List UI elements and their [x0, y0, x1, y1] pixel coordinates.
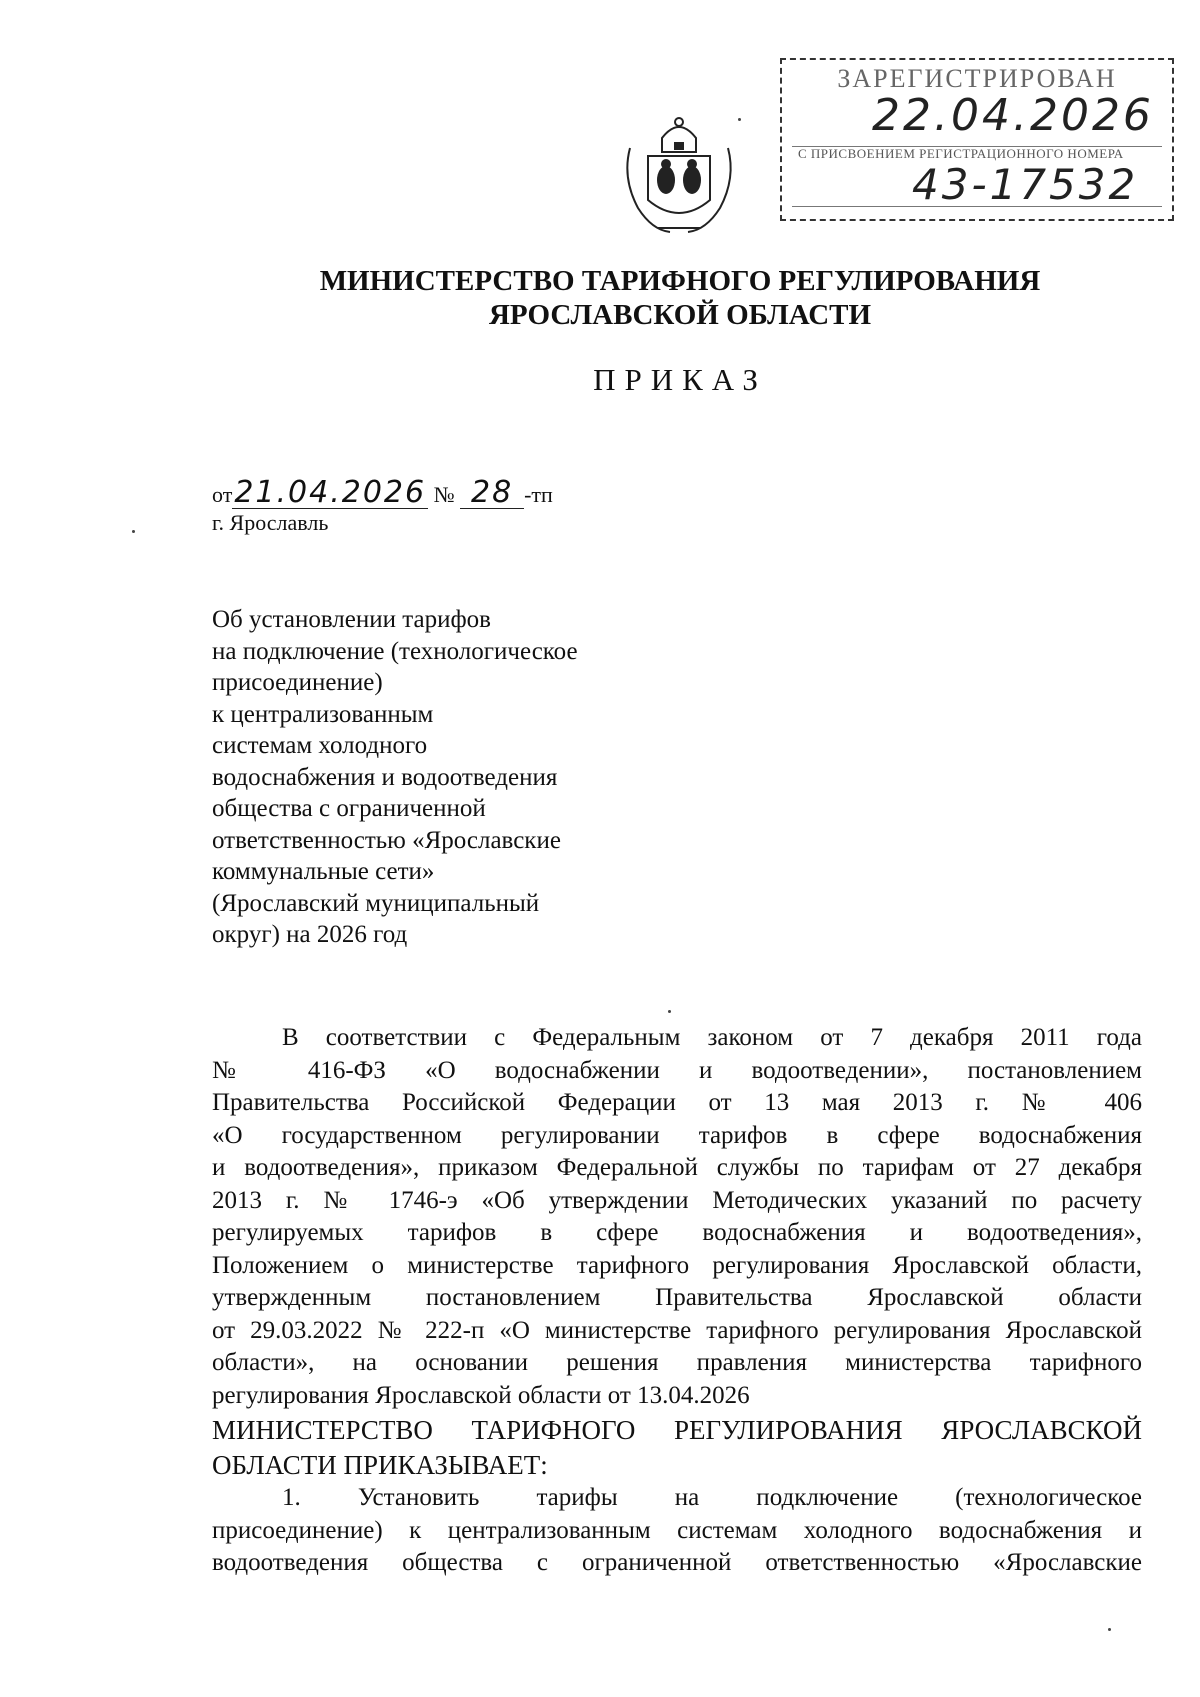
subject-line: общества с ограниченной: [212, 795, 486, 822]
subject-line: присоединение): [212, 669, 383, 696]
subject-line: округ) на 2026 год: [212, 921, 408, 948]
text-line: 1. Установить тарифы на подключение (технологическое: [282, 1484, 1142, 1511]
text-line: области», на основании решения правления министерства тарифного: [212, 1349, 1142, 1376]
stamp-registration-number: 43-17532: [912, 160, 1139, 209]
order-clause-line-2: ОБЛАСТИ ПРИКАЗЫВАЕТ:: [212, 1450, 548, 1480]
order-number: 28: [460, 478, 524, 509]
subject-line: Об установлении тарифов: [212, 606, 491, 633]
stamp-date: 22.04.2026: [872, 90, 1154, 141]
order-date: 21.04.2026: [234, 475, 427, 510]
item-1-paragraph: [212, 1482, 1142, 1580]
stamp-caption: С ПРИСВОЕНИЕМ РЕГИСТРАЦИОННОГО НОМЕРА: [798, 146, 1124, 161]
subject-line: системам холодного: [212, 732, 428, 759]
text-line: регулирования Ярославской области от 13.04.2026: [212, 1381, 750, 1409]
subject-line: к централизованным: [212, 700, 434, 728]
text-line: Правительства Российской Федерации от 13 мая 2013 г. № 406: [212, 1089, 1142, 1116]
order-date-line: [212, 475, 553, 510]
text-line: № 416-ФЗ «О водоснабжении и водоотведении», постановлением: [212, 1056, 1142, 1084]
city: г. Ярославль: [212, 510, 329, 535]
stamp-registered-text: ЗАРЕГИСТРИРОВАН: [837, 64, 1117, 93]
coat-of-arms-emblem: [618, 108, 740, 240]
number-suffix: -тп: [524, 482, 553, 507]
text-line: утвержденным постановлением Правительства Ярославской области: [212, 1284, 1142, 1311]
order-clause-line-1: МИНИСТЕРСТВО ТАРИФНОГО РЕГУЛИРОВАНИЯ ЯРОСЛАВСКОЙ: [212, 1415, 1142, 1445]
subject-line: на подключение (технологическое: [212, 637, 578, 665]
scan-speck: [132, 530, 135, 533]
text-line: от 29.03.2022 № 222-п «О министерстве тарифного регулирования Ярославской: [212, 1316, 1142, 1344]
text-line: и водоотведения», приказом Федеральной службы по тарифам от 27 декабря: [212, 1154, 1142, 1181]
scan-speck: [1108, 1628, 1111, 1631]
stamp-rule: [792, 206, 1162, 207]
date-prefix: от: [212, 482, 233, 507]
text-line: водоотведения общества с ограниченной ответственностью «Ярославские: [212, 1549, 1142, 1576]
subject-line: (Ярославский муниципальный: [212, 889, 540, 917]
subject-line: ответственностью «Ярославские: [212, 826, 561, 854]
registration-stamp: [780, 58, 1174, 221]
subject-line: коммунальные сети»: [212, 858, 435, 885]
scan-speck: [668, 1010, 671, 1013]
number-sign: №: [433, 482, 455, 507]
order-title: ПРИКАЗ: [593, 362, 767, 397]
text-line: присоединение) к централизованным системам холодного водоснабжения и: [212, 1516, 1142, 1544]
ministry-line-1: МИНИСТЕРСТВО ТАРИФНОГО РЕГУЛИРОВАНИЯ: [319, 265, 1041, 297]
text-line: регулируемых тарифов в сфере водоснабжения и водоотведения»,: [212, 1219, 1142, 1246]
preamble-paragraph: [212, 1022, 1142, 1412]
text-line: 2013 г. № 1746-э «Об утверждении Методических указаний по расчету: [212, 1186, 1142, 1214]
ministry-line-2: ЯРОСЛАВСКОЙ ОБЛАСТИ: [488, 299, 872, 331]
order-subject: [212, 604, 652, 951]
text-line: В соответствии с Федеральным законом от 7 декабря 2011 года: [282, 1024, 1142, 1051]
text-line: «О государственном регулировании тарифов в сфере водоснабжения: [212, 1121, 1142, 1149]
ministry-heading: [250, 264, 1110, 332]
text-line: Положением о министерстве тарифного регулирования Ярославской области,: [212, 1251, 1142, 1279]
subject-line: водоснабжения и водоотведения: [212, 763, 558, 791]
scan-speck: [738, 118, 741, 121]
order-body: [212, 1022, 1142, 1580]
